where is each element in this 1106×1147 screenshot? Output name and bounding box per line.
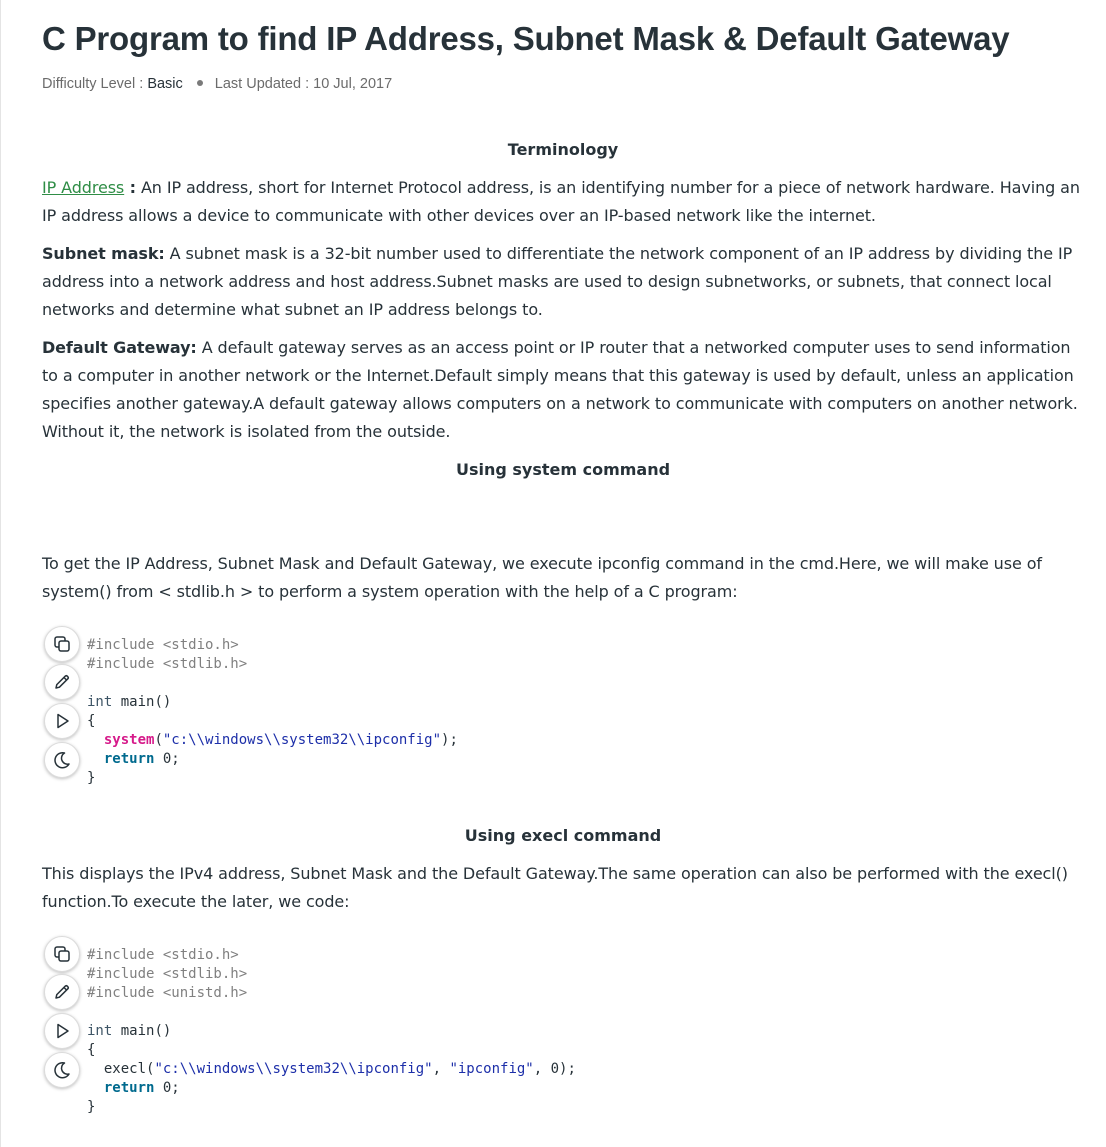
edit-code-button[interactable]	[44, 664, 80, 700]
code-line-include-stdio: #include <stdio.h>	[87, 947, 239, 963]
code-keyword-int: int	[87, 1023, 113, 1039]
code-main-signature: main()	[112, 1023, 172, 1039]
execl-intro-paragraph: This displays the IPv4 address, Subnet Mask and the Default Gateway.The same operation can also be performed with the execl() function.To execute the later, we code:	[42, 864, 1068, 911]
dark-mode-icon	[52, 750, 72, 770]
edit-icon	[52, 982, 72, 1002]
default-gateway-term: Default Gateway:	[42, 338, 197, 357]
code-line-include-stdio: #include <stdio.h>	[87, 637, 239, 653]
difficulty-label: Difficulty Level :	[42, 76, 148, 92]
default-gateway-paragraph	[42, 334, 1084, 446]
page-title: C Program to find IP Address, Subnet Mask & Default Gateway	[42, 20, 1010, 57]
run-code-button[interactable]	[44, 703, 80, 739]
dark-mode-icon	[52, 1060, 72, 1080]
code-close-brace: }	[87, 770, 96, 786]
code-string-path: "c:\\windows\\system32\\ipconfig"	[154, 1061, 433, 1077]
ip-address-paragraph	[42, 174, 1084, 230]
run-icon	[52, 1021, 72, 1041]
code-system[interactable]	[87, 636, 458, 788]
code-execl[interactable]	[87, 946, 576, 1117]
page-border	[0, 0, 1, 1147]
run-code-button[interactable]	[44, 1013, 80, 1049]
copy-code-button[interactable]	[44, 626, 80, 662]
code-paren-close: );	[441, 732, 458, 748]
system-command-heading: Using system command	[455, 460, 671, 479]
code-call-tail: , 0);	[533, 1061, 576, 1077]
article-meta	[42, 76, 392, 92]
code-block-system	[42, 626, 1084, 796]
system-intro-paragraph: To get the IP Address, Subnet Mask and Default Gateway, we execute ipconfig command in the cmd.Here, we will make use of system() from < stdlib.h > to perform a system operation with the help of a C program:	[42, 554, 1042, 601]
terminology-heading: Terminology	[507, 140, 619, 159]
code-string-path: "c:\\windows\\system32\\ipconfig"	[162, 732, 442, 748]
code-open-brace: {	[87, 713, 96, 729]
execl-command-heading: Using execl command	[464, 826, 662, 845]
copy-icon	[52, 944, 72, 964]
meta-separator-dot	[197, 80, 203, 86]
subnet-mask-text: A subnet mask is a 32-bit number used to differentiate the network component of an IP address by dividing the IP address into a network address and host address.Subnet masks are used to design subnetworks, or subnets, that connect local networks and determine what subnet an IP address belongs to.	[42, 244, 1073, 319]
ip-address-colon: :	[124, 178, 136, 197]
code-system-call: system	[103, 732, 155, 748]
code-line-include-stdlib: #include <stdlib.h>	[87, 966, 248, 982]
edit-icon	[52, 672, 72, 692]
copy-icon	[52, 634, 72, 654]
code-execl-call: execl(	[103, 1061, 155, 1077]
code-block-execl	[42, 936, 1084, 1126]
code-keyword-return: return	[103, 1080, 155, 1096]
code-keyword-return: return	[103, 751, 155, 767]
subnet-mask-paragraph	[42, 240, 1084, 324]
code-string-ipconfig: "ipconfig"	[449, 1061, 534, 1077]
code-main-signature: main()	[112, 694, 172, 710]
ip-address-link[interactable]: IP Address	[42, 178, 125, 197]
code-line-include-stdlib: #include <stdlib.h>	[87, 656, 248, 672]
dark-mode-button[interactable]	[44, 1052, 80, 1088]
code-open-brace: {	[87, 1042, 96, 1058]
code-close-brace: }	[87, 1099, 96, 1115]
updated-label: Last Updated :	[214, 76, 314, 92]
code-return-value: 0;	[154, 1080, 180, 1096]
code-paren: (	[154, 732, 163, 748]
code-line-include-unistd: #include <unistd.h>	[87, 985, 248, 1001]
run-icon	[52, 711, 72, 731]
updated-value: 10 Jul, 2017	[313, 76, 393, 92]
dark-mode-button[interactable]	[44, 742, 80, 778]
code-separator: ,	[432, 1061, 450, 1077]
subnet-mask-term: Subnet mask:	[42, 244, 165, 263]
ip-address-text: An IP address, short for Internet Protocol address, is an identifying number for a piece of network hardware. Having an IP address allows a device to communicate with other devices over an IP-based network like the internet.	[42, 178, 1080, 225]
edit-code-button[interactable]	[44, 974, 80, 1010]
code-return-value: 0;	[154, 751, 180, 767]
code-keyword-int: int	[87, 694, 113, 710]
default-gateway-text: A default gateway serves as an access point or IP router that a networked computer uses to send information to a computer in another network or the Internet.Default simply means that this gateway is used by default, unless an application specifies another gateway.A default gateway allows computers on a network to communicate with computers on another network. Without it, the network is isolated from the outside.	[42, 338, 1078, 441]
copy-code-button[interactable]	[44, 936, 80, 972]
difficulty-value[interactable]: Basic	[147, 76, 183, 92]
